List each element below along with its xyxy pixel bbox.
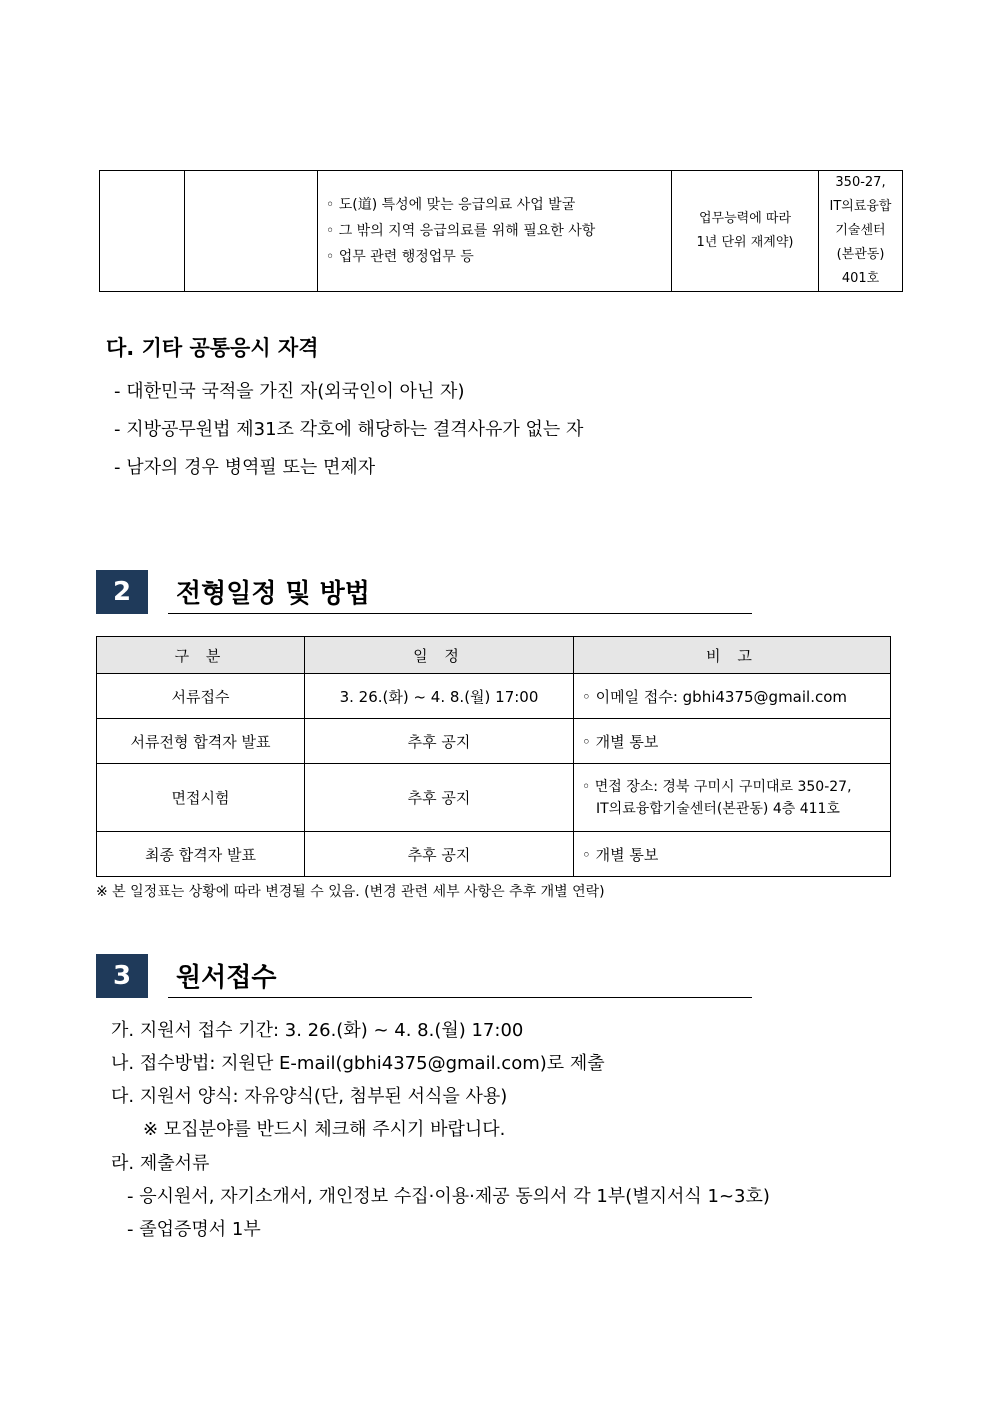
application-line: 라. 제출서류	[111, 1153, 210, 1174]
column-header: 구 분	[97, 637, 305, 674]
section-underline	[168, 997, 752, 998]
table-header-row	[97, 637, 891, 674]
table-row	[97, 674, 891, 719]
section-number-badge: 3	[96, 954, 148, 998]
application-note: ※ 모집분야를 반드시 체크해 주시기 바랍니다.	[143, 1119, 506, 1140]
section-underline	[168, 613, 752, 614]
section-da-title: 다. 기타 공통응시 자격	[106, 336, 319, 360]
location-line: 401호	[841, 271, 880, 286]
contract-line: 업무능력에 따라	[698, 211, 792, 226]
category-cell: 서류전형 합격자 발표	[97, 719, 305, 764]
contract-line: 1년 단위 재계약)	[696, 235, 794, 250]
note-cell: ◦ 이메일 접수: gbhi4375@gmail.com	[574, 674, 891, 719]
application-line: 다. 지원서 양식: 자유양식(단, 첨부된 서식을 사용)	[111, 1086, 508, 1107]
empty-cell	[185, 171, 318, 292]
category-cell: 서류접수	[97, 674, 305, 719]
application-line: 나. 접수방법: 지원단 E-mail(gbhi4375@gmail.com)로 제출	[111, 1053, 605, 1074]
duty-item: ◦ 도(道) 특성에 맞는 응급의료 사업 발굴	[326, 197, 576, 213]
section-number-badge: 2	[96, 570, 148, 614]
location-cell	[819, 171, 903, 292]
schedule-cell: 추후 공지	[305, 832, 574, 877]
location-line: (본관동)	[836, 247, 885, 262]
location-line: 350-27,	[835, 175, 886, 190]
note-line: ◦ 면접 장소: 경북 구미시 구미대로 350-27,	[582, 778, 852, 795]
category-cell: 최종 합격자 발표	[97, 832, 305, 877]
document-item: - 응시원서, 자기소개서, 개인정보 수집·이용·제공 동의서 각 1부(별지서식 1~3호)	[127, 1186, 770, 1207]
location-line: IT의료융합	[829, 199, 892, 214]
note-cell: ◦ 개별 통보	[574, 719, 891, 764]
schedule-cell: 추후 공지	[305, 719, 574, 764]
duty-item: ◦ 그 밖의 지역 응급의료를 위해 필요한 사항	[326, 223, 596, 239]
column-header: 비 고	[574, 637, 891, 674]
qualification-item: - 남자의 경우 병역필 또는 면제자	[114, 457, 376, 478]
table-row	[97, 719, 891, 764]
duty-item: ◦ 업무 관련 행정업무 등	[326, 249, 474, 265]
qualification-item: - 대한민국 국적을 가진 자(외국인이 아닌 자)	[114, 381, 465, 402]
note-cell	[574, 764, 891, 832]
schedule-table	[96, 636, 891, 877]
section2-title: 전형일정 및 방법	[176, 579, 370, 609]
location-line: 기술센터	[835, 223, 886, 238]
schedule-cell: 3. 26.(화) ~ 4. 8.(월) 17:00	[305, 674, 574, 719]
schedule-footnote: ※ 본 일정표는 상황에 따라 변경될 수 있음. (변경 관련 세부 사항은 추후 개별 연락)	[96, 884, 605, 900]
duties-cell	[318, 171, 672, 292]
empty-cell	[100, 171, 185, 292]
note-cell: ◦ 개별 통보	[574, 832, 891, 877]
table-row	[97, 832, 891, 877]
note-line: IT의료융합기술센터(본관동) 4층 411호	[596, 800, 840, 817]
document-item: - 졸업증명서 1부	[127, 1219, 261, 1240]
column-header: 일 정	[305, 637, 574, 674]
section3-title: 원서접수	[176, 963, 277, 993]
contract-cell	[672, 171, 819, 292]
application-line: 가. 지원서 접수 기간: 3. 26.(화) ~ 4. 8.(월) 17:00	[111, 1020, 524, 1041]
schedule-cell: 추후 공지	[305, 764, 574, 832]
category-cell: 면접시험	[97, 764, 305, 832]
table-row	[97, 764, 891, 832]
position-table-continued	[99, 170, 903, 292]
qualification-item: - 지방공무원법 제31조 각호에 해당하는 결격사유가 없는 자	[114, 419, 584, 440]
